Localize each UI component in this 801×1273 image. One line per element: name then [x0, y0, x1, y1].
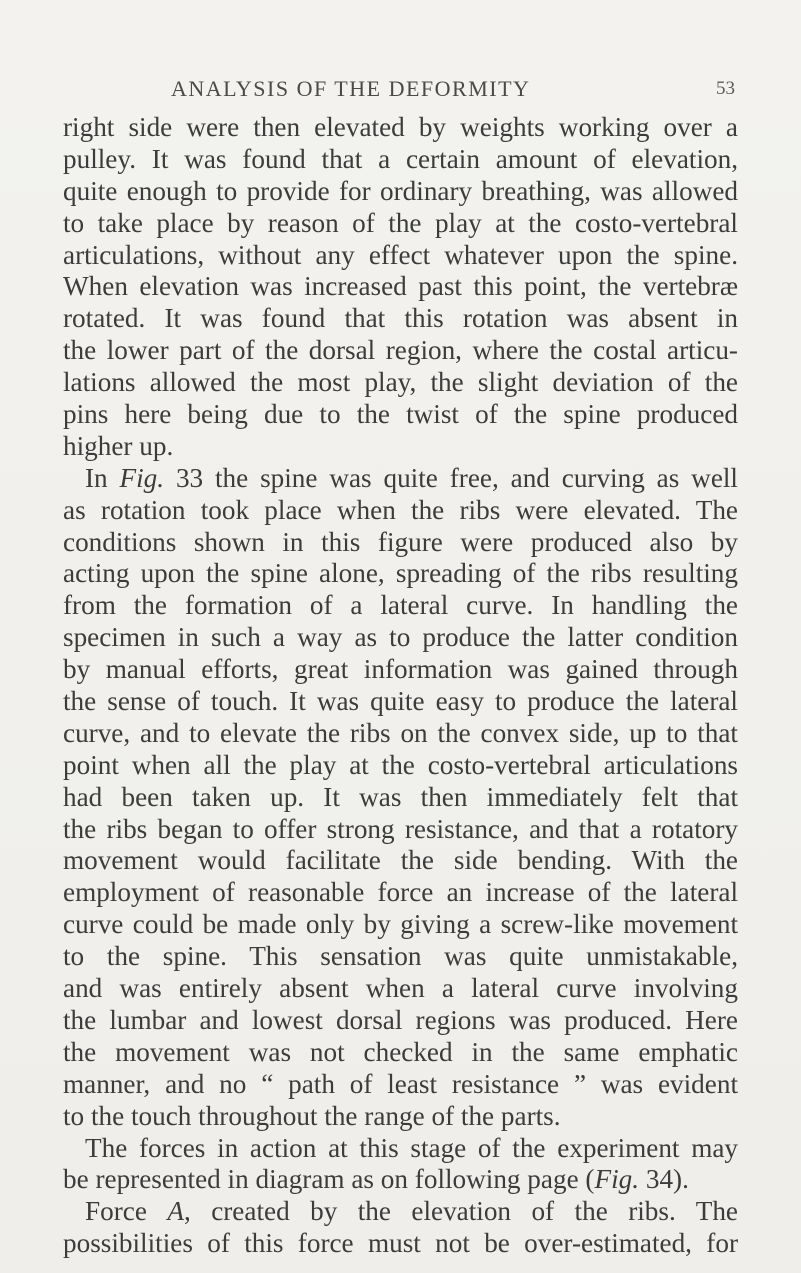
text-line: employment of reasonable force an increase of the lateral	[63, 877, 738, 908]
text-line: rotated. It was found that this rotation was absent in	[63, 303, 738, 334]
text-line: had been taken up. It was then immediately felt that	[63, 781, 738, 812]
text-line: by manual efforts, great information was gained through	[63, 654, 738, 685]
text-run: be represented in diagram as on following page (	[63, 1164, 595, 1195]
text-line: pulley. It was found that a certain amount of elevation,	[63, 143, 738, 174]
text-line: to take place by reason of the play at the costo-vertebral	[63, 207, 738, 238]
text-line: the sense of touch. It was quite easy to produce the lateral	[63, 686, 738, 717]
text-run: 34).	[639, 1164, 689, 1195]
text-line: The forces in action at this stage of the experiment may	[85, 1132, 738, 1163]
text-line: specimen in such a way as to produce the latter condition	[63, 622, 738, 653]
text-line: articulations, without any effect whatever upon the spine.	[63, 239, 738, 270]
text-line	[63, 463, 738, 495]
text-line	[63, 1164, 738, 1196]
text-line: possibilities of this force must not be over-estimated, for	[63, 1228, 738, 1259]
text-line: to the touch throughout the range of the parts.	[63, 1100, 561, 1131]
text-line: the ribs began to offer strong resistance, and that a rotatory	[63, 813, 738, 844]
body-text	[63, 112, 738, 1260]
text-line: point when all the play at the costo-vertebral articulations	[63, 749, 738, 780]
text-line: right side were then elevated by weights working over a	[63, 112, 738, 142]
text-line: manner, and no “ path of least resistance ” was evident	[63, 1068, 738, 1099]
figure-reference: Fig.	[119, 462, 165, 493]
text-line: When elevation was increased past this point, the vertebræ	[63, 271, 738, 302]
page-number: 53	[716, 78, 735, 99]
text-line: and was entirely absent when a lateral curve involving	[63, 973, 738, 1004]
running-head: ANALYSIS OF THE DEFORMITY	[171, 76, 531, 101]
text-line	[63, 1196, 738, 1228]
figure-reference: Fig.	[594, 1164, 640, 1195]
text-line: from the formation of a lateral curve. In handling the	[63, 590, 738, 621]
text-line: conditions shown in this figure were produced also by	[63, 526, 738, 557]
text-line: to the spine. This sensation was quite unmistakable,	[63, 941, 738, 972]
text-line: as rotation took place when the ribs were elevated. The	[63, 494, 738, 525]
text-run: In	[85, 462, 120, 493]
text-line: pins here being due to the twist of the spine produced	[63, 399, 738, 430]
text-line: the lower part of the dorsal region, where the costal articu-	[63, 335, 738, 366]
figure-reference: A	[167, 1196, 184, 1227]
text-run: 33 the spine was quite free, and curving as well	[164, 462, 738, 493]
text-line: movement would facilitate the side bending. With the	[63, 845, 738, 876]
text-line: the lumbar and lowest dorsal regions was produced. Here	[63, 1004, 738, 1035]
text-run: Force	[85, 1196, 168, 1227]
text-line: lations allowed the most play, the slight deviation of the	[63, 367, 738, 398]
text-line: curve, and to elevate the ribs on the convex side, up to that	[63, 717, 738, 748]
text-run: , created by the elevation of the ribs. The	[183, 1196, 738, 1227]
text-line: curve could be made only by giving a screw-like movement	[63, 909, 738, 940]
text-line: the movement was not checked in the same emphatic	[63, 1036, 738, 1067]
text-line: higher up.	[63, 430, 174, 461]
text-line: acting upon the spine alone, spreading of the ribs resulting	[63, 558, 738, 589]
text-line: quite enough to provide for ordinary breathing, was allowed	[63, 175, 738, 206]
